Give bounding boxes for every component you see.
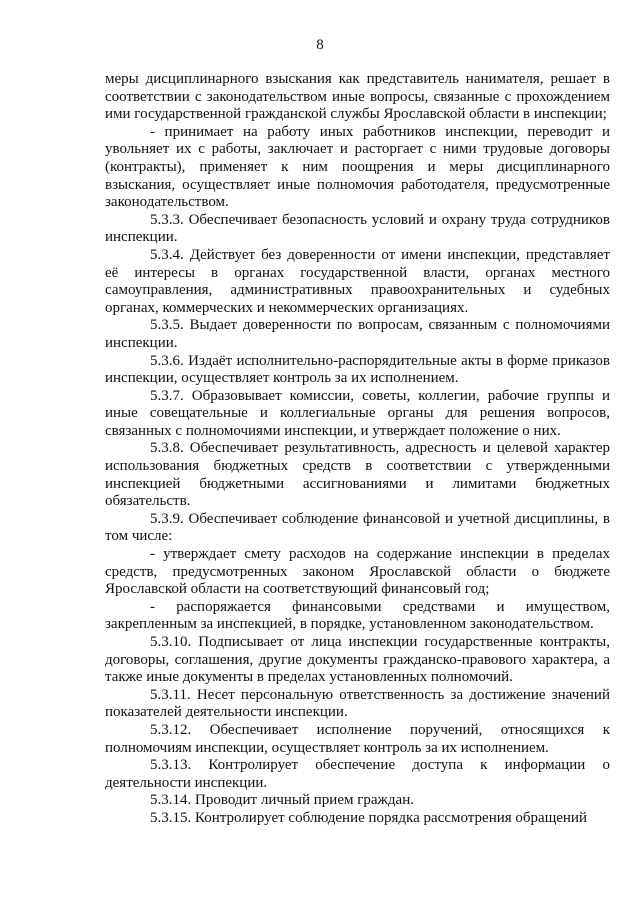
paragraph: 5.3.10. Подписывает от лица инспекции государственные контракты, договоры, соглашения, другие документы гражданско-правового характера, а также иные документы в пределах установленных полномочий. [105, 634, 610, 686]
paragraph: 5.3.8. Обеспечивает результативность, адресность и целевой характер использования бюджетных средств в соответствии с утвержденными инспекцией бюджетными ассигнованиями и лимитами бюджетных обязательств. [105, 440, 610, 510]
page-number: 8 [316, 37, 324, 53]
paragraph: - распоряжается финансовыми средствами и имуществом, закрепленным за инспекцией, в порядке, установленном законодательством. [105, 598, 610, 633]
paragraph: 5.3.11. Несет персональную ответственность за достижение значений показателей деятельности инспекции. [105, 686, 610, 721]
paragraph: 5.3.3. Обеспечивает безопасность условий и охрану труда сотрудников инспекции. [105, 211, 610, 246]
paragraph: - принимает на работу иных работников инспекции, переводит и увольняет их с работы, заключает и расторгает с ними трудовые договоры (контракты), применяет к ним поощрения и меры дисциплинарного взыскания, осуществляет иные полномочия работодателя, предусмотренные законодательством. [105, 123, 610, 211]
paragraph: 5.3.15. Контролирует соблюдение порядка рассмотрения обращений [150, 809, 587, 826]
paragraph: 5.3.12. Обеспечивает исполнение поручений, относящихся к полномочиям инспекции, осуществляет контроль за их исполнением. [105, 721, 610, 756]
body-text [105, 71, 610, 828]
paragraph: 5.3.7. Образовывает комиссии, советы, коллегии, рабочие группы и иные совещательные и коллегиальные органы для решения вопросов, связанных с полномочиями инспекции, и утверждает положение о них. [105, 387, 610, 439]
paragraph: меры дисциплинарного взыскания как представитель нанимателя, решает в соответствии с законодательством иные вопросы, связанные с прохождением ими государственной гражданской службы Ярославской области в инспекции; [105, 71, 610, 123]
paragraph: 5.3.4. Действует без доверенности от имени инспекции, представляет её интересы в органах государственной власти, органах местного самоуправления, административных правоохранительных и судебных органах, коммерческих и некоммерческих организациях. [105, 246, 610, 316]
paragraph: - утверждает смету расходов на содержание инспекции в пределах средств, предусмотренных законом Ярославской области о бюджете Ярославской области на соответствующий финансовый год; [105, 546, 610, 598]
paragraph: 5.3.13. Контролирует обеспечение доступа к информации о деятельности инспекции. [105, 757, 610, 791]
paragraph: 5.3.14. Проводит личный прием граждан. [150, 792, 414, 809]
paragraph: 5.3.9. Обеспечивает соблюдение финансовой и учетной дисциплины, в том числе: [105, 510, 610, 545]
paragraph: 5.3.5. Выдает доверенности по вопросам, связанным с полномочиями инспекции. [105, 317, 610, 351]
paragraph: 5.3.6. Издаёт исполнительно-распорядительные акты в форме приказов инспекции, осуществляет контроль за их исполнением. [105, 352, 610, 387]
